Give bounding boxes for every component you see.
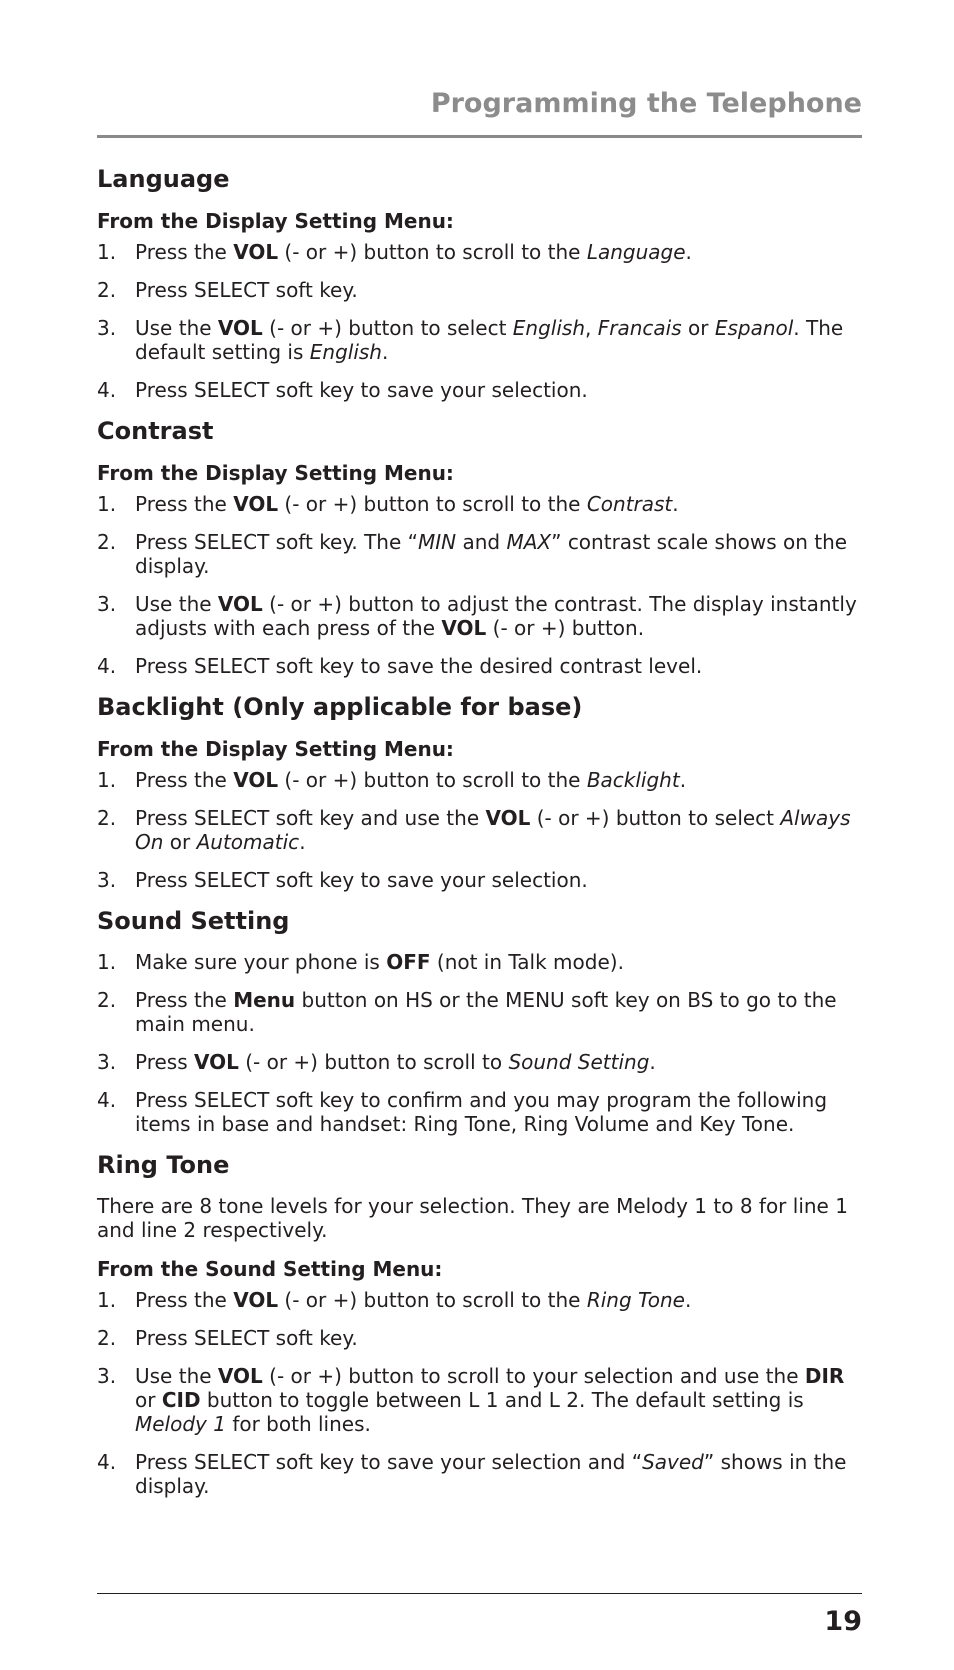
list-item: 4. Press SELECT soft key to save your selection and “Saved” shows in the display. — [97, 1450, 847, 1498]
list-item: 3. Use the VOL (- or +) button to scroll to your selection and use the DIR or CID button to toggle between L 1 and L 2. The default setting is Melody 1 for both lines. — [97, 1364, 845, 1436]
list-item: 2. Press the Menu button on HS or the MENU soft key on BS to go to the main menu. — [97, 988, 837, 1036]
content — [97, 164, 862, 1512]
steps-list — [97, 1288, 862, 1498]
list-item: 2. Press SELECT soft key. The “MIN and MAX” contrast scale shows on the display. — [97, 530, 848, 578]
list-item: 2. Press SELECT soft key. — [97, 278, 358, 302]
list-item: 1. Make sure your phone is OFF (not in Talk mode). — [97, 950, 624, 974]
list-item: 1. Press the VOL (- or +) button to scroll to the Backlight. — [97, 768, 687, 792]
section-title: Ring Tone — [97, 1151, 230, 1179]
running-header: Programming the Telephone — [430, 88, 862, 119]
list-item: 1. Press the VOL (- or +) button to scroll to the Ring Tone. — [97, 1288, 692, 1312]
list-item: 2. Press SELECT soft key and use the VOL (- or +) button to select Always On or Automatic. — [97, 806, 851, 854]
list-item: 4. Press SELECT soft key to save the desired contrast level. — [97, 654, 703, 678]
section-title: Sound Setting — [97, 907, 290, 935]
subsection-title: From the Display Setting Menu: — [97, 461, 454, 485]
subsection-title: From the Display Setting Menu: — [97, 737, 454, 761]
intro-paragraph: There are 8 tone levels for your selection. They are Melody 1 to 8 for line 1 and line 2 respectively. — [97, 1194, 848, 1242]
section-title: Backlight (Only applicable for base) — [97, 693, 583, 721]
section-sound-setting — [97, 906, 862, 1136]
steps-list — [97, 492, 862, 678]
list-item: 3. Press VOL (- or +) button to scroll to Sound Setting. — [97, 1050, 656, 1074]
section-backlight — [97, 692, 862, 892]
header-rule — [97, 135, 862, 138]
list-item: 3. Use the VOL (- or +) button to adjust the contrast. The display instantly adjusts with each press of the VOL (- or +) button. — [97, 592, 857, 640]
footer-rule — [97, 1593, 862, 1594]
section-title: Language — [97, 165, 230, 193]
section-title: Contrast — [97, 417, 214, 445]
list-item: 3. Use the VOL (- or +) button to select English, Francais or Espanol. The default setting is English. — [97, 316, 844, 364]
list-item: 3. Press SELECT soft key to save your selection. — [97, 868, 588, 892]
section-ring-tone — [97, 1150, 862, 1498]
list-item: 4. Press SELECT soft key to save your selection. — [97, 378, 588, 402]
list-item: 4. Press SELECT soft key to confirm and you may program the following items in base and handset: Ring Tone, Ring Volume and Key Tone. — [97, 1088, 828, 1136]
section-language — [97, 164, 862, 402]
steps-list — [97, 240, 862, 402]
steps-list — [97, 950, 862, 1136]
list-item: 2. Press SELECT soft key. — [97, 1326, 358, 1350]
page-number: 19 — [824, 1606, 862, 1637]
section-contrast — [97, 416, 862, 678]
subsection-title: From the Sound Setting Menu: — [97, 1257, 443, 1281]
steps-list — [97, 768, 862, 892]
list-item: 1. Press the VOL (- or +) button to scroll to the Contrast. — [97, 492, 679, 516]
subsection-title: From the Display Setting Menu: — [97, 209, 454, 233]
list-item: 1. Press the VOL (- or +) button to scroll to the Language. — [97, 240, 692, 264]
